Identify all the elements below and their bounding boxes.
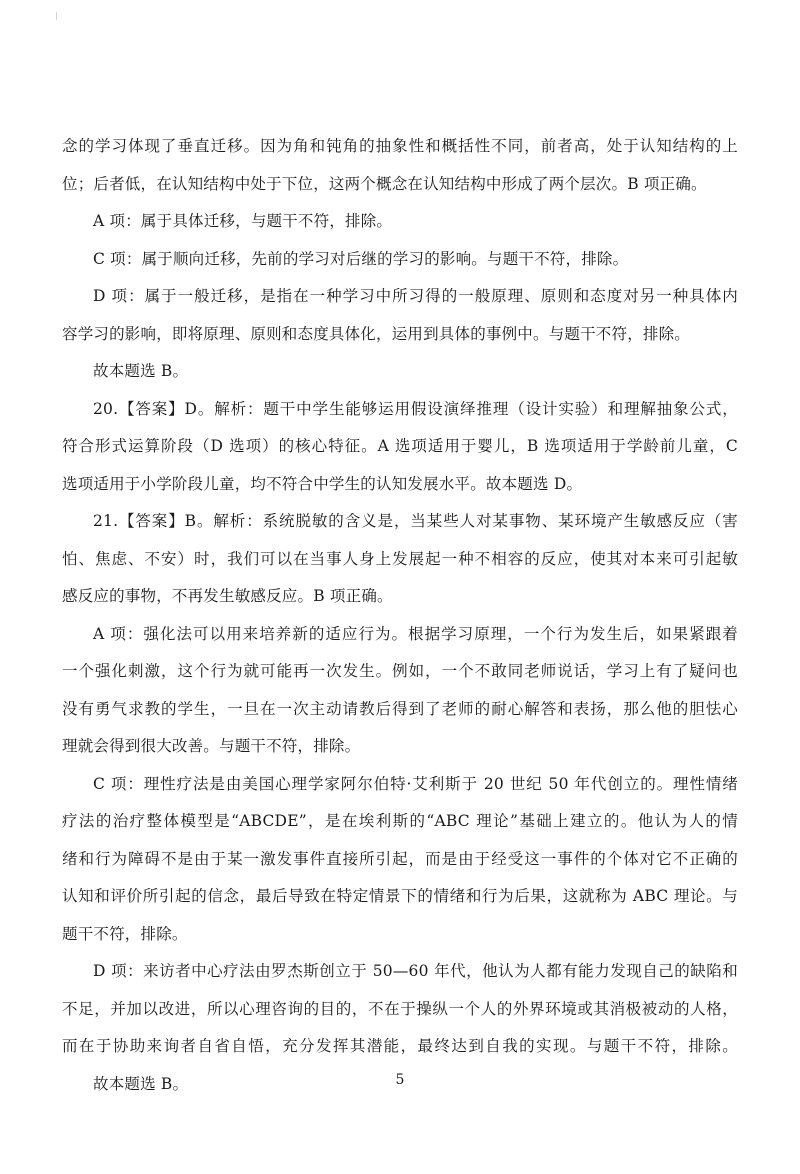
- text-line: 没有勇气求教的学生，一旦在一次主动请教后得到了老师的耐心解答和表扬，那么他的胆怯心: [62, 699, 738, 718]
- scan-mark: [56, 12, 57, 20]
- page-number: 5: [395, 1072, 405, 1088]
- text-line: 容学习的影响，即将原理、原则和态度具体化，运用到具体的事例中。与题干不符，排除。: [62, 324, 691, 343]
- question-20-line: 20.【答案】D。解析：题干中学生能够运用假设演绎推理（设计实验）和理解抽象公式，: [93, 399, 738, 418]
- text-line: D 项：属于一般迁移，是指在一种学习中所习得的一般原理、原则和态度对另一种具体内: [93, 287, 738, 305]
- text-line: 念的学习体现了垂直迁移。因为角和钝角的抽象性和概括性不同，前者高，处于认知结构的上: [62, 137, 738, 155]
- text-line: 而在于协助来询者自省自悟，充分发挥其潜能，最终达到自我的实现。与题干不符，排除。: [62, 1037, 738, 1055]
- text-line: C 项：属于顺向迁移，先前的学习对后继的学习的影响。与题干不符，排除。: [93, 249, 629, 268]
- text-line: 符合形式运算阶段（D 选项）的核心特征。A 选项适用于婴儿，B 选项适用于学龄前儿童，C: [62, 437, 738, 455]
- text-line: C 项：理性疗法是由美国心理学家阿尔伯特·艾利斯于 20 世纪 50 年代创立的。理性情绪: [93, 774, 738, 793]
- text-line: D 项：来访者中心疗法由罗杰斯创立于 50—60 年代，他认为人都有能力发现自己的缺陷和: [93, 962, 738, 980]
- text-line: 感反应的事物，不再发生敏感反应。B 项正确。: [62, 587, 393, 605]
- text-line: 疗法的治疗整体模型是“ABCDE”，是在埃利斯的“ABC 理论”基础上建立的。他认为人的情: [62, 812, 738, 830]
- text-line: 故本题选 B。: [93, 1074, 189, 1093]
- text-line: 不足，并加以改进，所以心理咨询的目的，不在于操纵一个人的外界环境或其消极被动的人格，: [62, 999, 738, 1018]
- text-line: 理就会得到很大改善。与题干不符，排除。: [62, 737, 361, 755]
- text-line: 选项适用于小学阶段儿童，均不符合中学生的认知发展水平。故本题选 D。: [62, 474, 583, 493]
- text-line: A 项：强化法可以用来培养新的适应行为。根据学习原理，一个行为发生后，如果紧跟着: [93, 624, 738, 643]
- text-line: 位；后者低，在认知结构中处于下位，这两个概念在认知结构中形成了两个层次。B 项正确。: [62, 174, 707, 193]
- text-line: 故本题选 B。: [93, 362, 189, 380]
- text-line: 绪和行为障碍不是由于某一激发事件直接所引起，而是由于经受这一事件的个体对它不正确的: [62, 849, 738, 868]
- text-line: A 项：属于具体迁移，与题干不符，排除。: [93, 212, 393, 230]
- text-line: 一个强化刺激，这个行为就可能再一次发生。例如，一个不敢同老师说话，学习上有了疑问也: [62, 662, 738, 680]
- text-line: 怕、焦虑、不安）时，我们可以在当事人身上发展起一种不相容的反应，使其对本来可引起敏: [62, 549, 738, 568]
- text-line: 题干不符，排除。: [62, 924, 188, 943]
- text-line: 认知和评价所引起的信念，最后导致在特定情景下的情绪和行为后果，这就称为 ABC 理论。与: [62, 887, 738, 905]
- answer-explanation-body: [62, 128, 738, 1103]
- question-21-line: 21.【答案】B。解析：系统脱敏的含义是，当某些人对某事物、某环境产生敏感反应（害: [93, 512, 738, 530]
